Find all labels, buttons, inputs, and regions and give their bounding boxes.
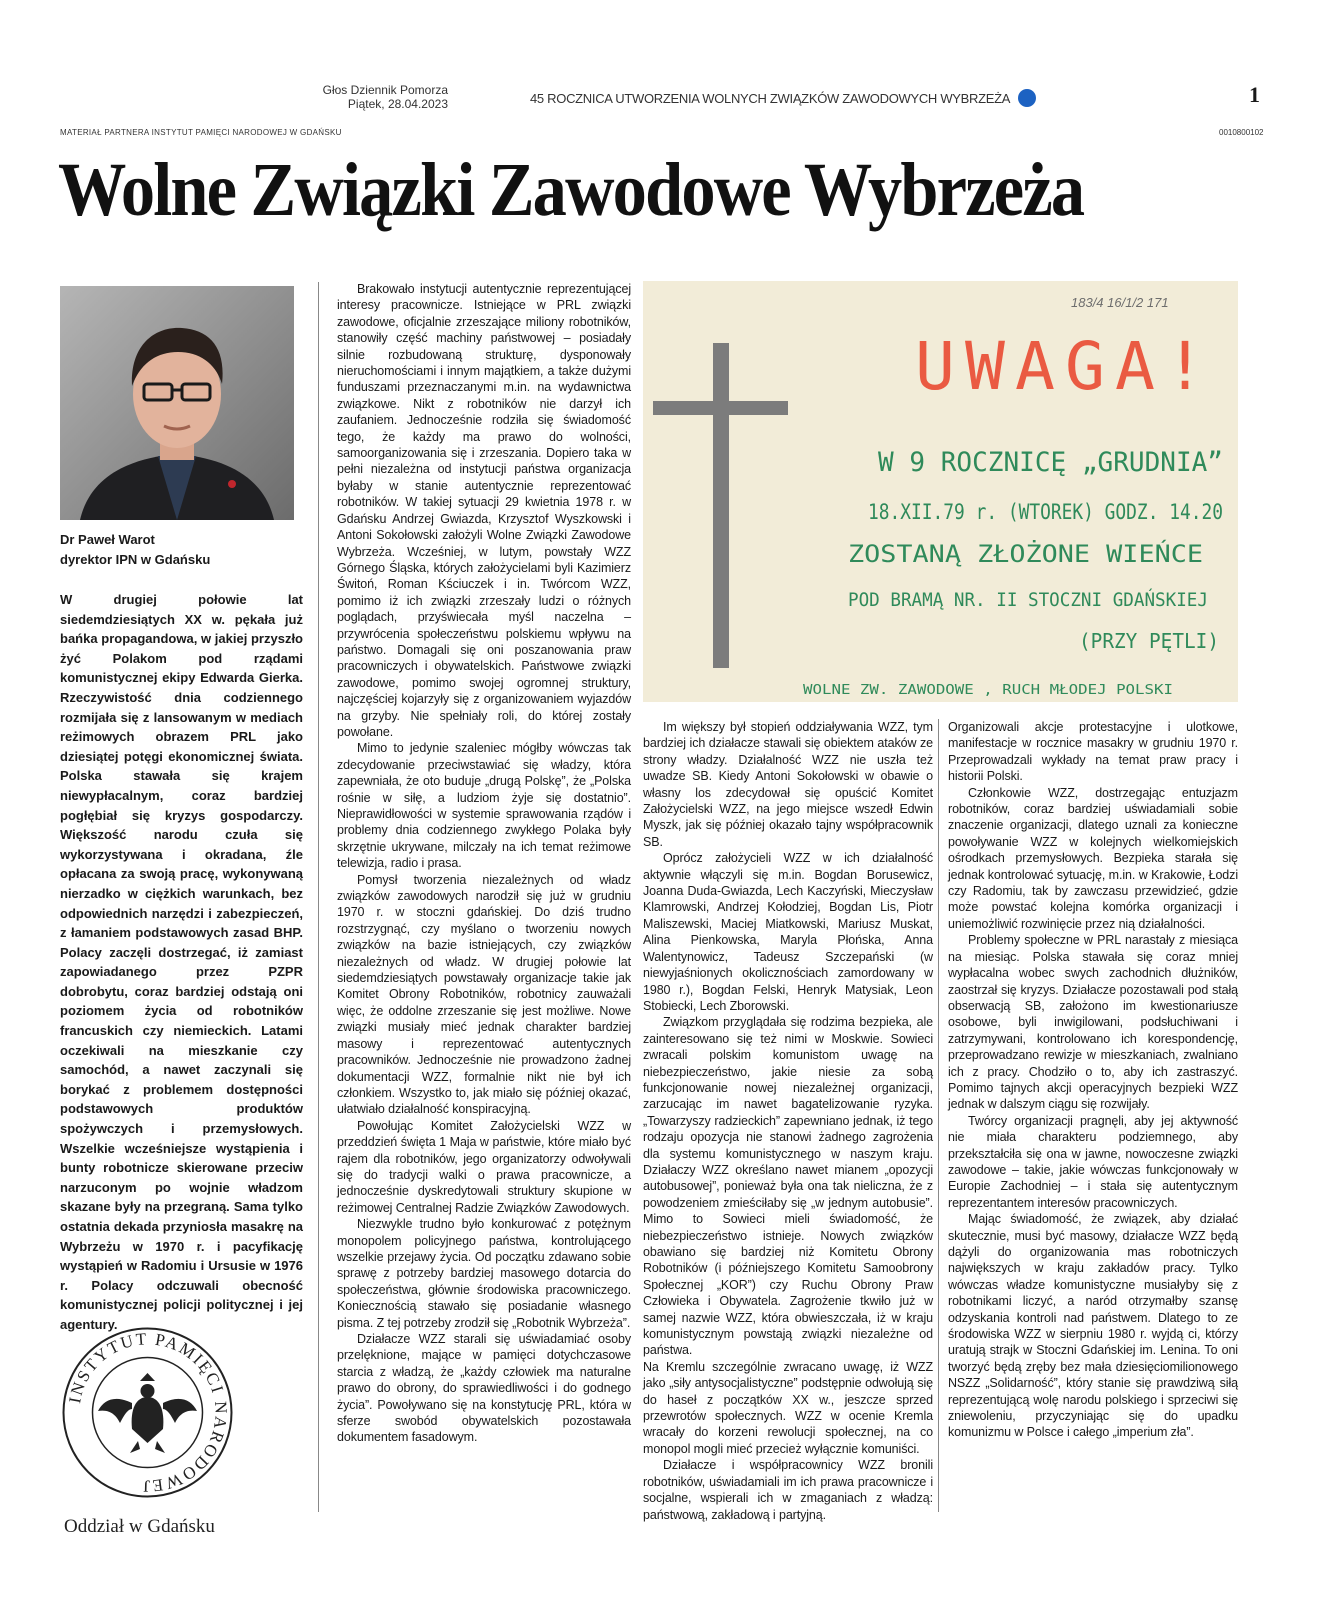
- lead-paragraph: W drugiej połowie lat siedemdziesiątych XX w. pękała już bańka propagandowa, w jakiej przyszło żyć Polakom pod rządami komunistycznej ekipy Edwarda Gierka. Rzeczywistość dnia codziennego rozmijała się z lansowanym w mediach reżimowych obrazem PRL jako dziesiątej potęgi ekonomicznej świata. Polska stawała się krajem niewypłacalnym, coraz bardziej pogłębiał się kryzys gospodarczy. Większość narodu czuła się wykorzystywana i okradana, źle opłacana za swoją pracę, wykonywaną nierzadko w ciężkich warunkach, bez odpowiednich narzędzi i zabezpieczeń, z łamaniem podstawowych zasad BHP. Polacy zaczęli dostrzegać, iż zamiast zapowiadanego przez PZPR dobrobytu, coraz bardziej odstają oni poziomem życia od robotników francuskich czy niemieckich. Latami oczekiwali na mieszkanie czy samochód, a nawet zaczynali się borykać z problemem dostępności podstawowych produktów spożywczych i przemysłowych. Wszelkie wcześniejsze wystąpienia i bunty robotnicze skierowane przeciw narzuconym po wojnie władzom skazane były na przegraną. Sama tylko ostatnia dekada przyniosła masakrę na Wybrzeżu w 1970 r. i pacyfikację wystąpień w Radomiu i Ursusie w 1976 r. Polacy odczuwali obecność komunistycznej policji politycznej i jej agentury.: [60, 592, 303, 1332]
- page-code: 0010800102: [1219, 128, 1264, 137]
- ipn-seal-logo: [60, 1325, 235, 1500]
- author-photo: [60, 286, 294, 520]
- paragraph: Pomysł tworzenia niezależnych od władz związków zawodowych narodził się już w grudniu 1970 r. w stoczni gdańskiej. Do dziś trudno rozstrzygnąć, czy myślano o tworzeniu nowych związków na bazie istniejących, czy związków niezależnych od władz. W drugiej połowie lat siedemdziesiątych powstawały organizacje takie jak Komitet Obrony Robotników, robotnicy zauważali więc, że oddolne zrzeszanie się jest możliwe. Nowe związki musiały mieć jednak charakter bardziej masowy i reprezentować autentycznych pracowników. Jednocześnie nie prowadzono żadnej dokumentacji WZZ, formalnie nikt nie był ich członkiem. Wszystko to, jak miało się później okazać, ułatwiało działalność konspiracyjną.: [337, 872, 631, 1117]
- leaflet-signature: WOLNE ZW. ZAWODOWE , RUCH MŁODEJ POLSKI: [803, 683, 1173, 698]
- issue-date: Piątek, 28.04.2023: [347, 97, 448, 111]
- paragraph: Na Kremlu szczególnie zwracano uwagę, iż WZZ jako „siły antysocjalistyczne” podstępnie odwołują się do haseł z początków XX w., jeszcze sprzed przewrotów społecznych. WZZ w ocenie Kremla wracały do korzeni rewolucji społecznej, na co monopol mogli mieć przecież wyłącznie komuniści.: [643, 1359, 933, 1456]
- paper-name: Głos Dziennik Pomorza: [322, 83, 448, 97]
- paragraph: Niezwykle trudno było konkurować z potężnym monopolem policyjnego państwa, kontrolującego wszelkie przejawy życia. Od początku zdawano sobie sprawę z potrzeby bardziej masowego dotarcia do społeczeństwa, głównie środowiska pracowniczego. Koniecznością stawało się posiadanie własnego pisma. Z tej potrzeby zrodził się „Robotnik Wybrzeża”.: [337, 1217, 631, 1330]
- column-divider: [938, 719, 939, 1512]
- page-number: 1: [1249, 82, 1260, 107]
- section-header: [530, 89, 1036, 107]
- partner-note: MATERIAŁ PARTNERA INSTYTUT PAMIĘCI NARODOWEJ W GDAŃSKU: [60, 128, 342, 137]
- author-name: Dr Paweł Warot: [60, 532, 155, 547]
- paragraph: Mimo to jedynie szaleniec mógłby wówczas tak zdecydowanie przeciwstawiać się władzy, która zapewniała, że oto buduje „drugą Polskę”, że „Polska rośnie w siłę, a ludziom żyje się dostatnio”. Nieprawidłowości w systemie sprawowania rządów i problemy dnia codziennego zwykłego Polaka były skrzętnie ukrywane, milczały na ich temat reżimowe telewizja, radio i prasa.: [337, 741, 631, 871]
- column-divider: [318, 282, 319, 1512]
- leaflet-line: ZOSTANĄ ZŁOŻONE WIEŃCE: [848, 540, 1166, 568]
- section-title: 45 ROCZNICA UTWORZENIA WOLNYCH ZWIĄZKÓW ZAWODOWYCH WYBRZEŻA: [530, 90, 1011, 106]
- article-column-4: [948, 719, 1238, 1441]
- paragraph: Twórcy organizacji pragnęli, aby jej aktywność nie miała charakteru podziemnego, aby przekształciła się ona w jawne, nowoczesne związki zawodowe – takie, jakie wówczas funkcjonowały w Europie Zachodniej – i stała się autentycznym reprezentantem interesów pracowniczych.: [948, 1113, 1238, 1210]
- paragraph: Członkowie WZZ, dostrzegając entuzjazm robotników, coraz bardziej uświadamiali sobie znaczenie organizacji, dlatego uznali za konieczne powoływanie WZZ w kolejnych wielkomiejskich ośrodkach przemysłowych. Bezpieka starała się jednak kontrolować sytuację, m.in. w Krakowie, Łodzi czy Radomiu, tak by zawczasu przewidzieć, gdzie może powstać kolejna komórka organizacji i uniemożliwić rozwinięcie przez nią działalności.: [948, 785, 1238, 931]
- seal-text: INSTYTUT PAMIĘCI NARODOWEJ: [65, 1329, 231, 1496]
- paragraph: Im większy był stopień oddziaływania WZZ, tym bardziej ich działacze stawali się obiektem ataków ze strony władzy. Działalność WZZ nie uszła też uwadze SB. Kiedy Antoni Sokołowski w obawie o własny los zdecydował się opuścić Komitet Założycielski WZZ, na jego miejsce wszedł Edwin Myszk, jak się później okazało tajny współpracownik SB.: [643, 720, 933, 849]
- paragraph: Problemy społeczne w PRL narastały z miesiąca na miesiąc. Polska stawała się coraz mniej wypłacalna wobec swych zachodnich dłużników, zaostrzał się kryzys. Działacze pozostawali pod stałą obserwacją SB, założono im kwestionariusze osobowe, byli inwigilowani, podsłuchiwani i zatrzymywani, kontrolowano ich korespondencję, przeprowadzano rewizje w mieszkaniach, zwalniano ich z pracy. Chodziło o to, aby ich zastraszyć. Pomimo tajnych akcji operacyjnych bezpieki WZZ jednak w dalszym ciągu się rozwijały.: [948, 933, 1238, 1112]
- paragraph: Powołując Komitet Założycielski WZZ w przeddzień święta 1 Maja w państwie, które miało być rajem dla robotników, jego organizatorzy odwoływali się do tradycji walki o prawa pracownicze, a jednocześnie dyskredytowali struktury skupione w reżimowej Centralnej Radzie Związków Zawodowych.: [337, 1118, 631, 1215]
- paragraph: Oprócz założycieli WZZ w ich działalność aktywnie włączyli się m.in. Bogdan Borusewicz, Joanna Duda-Gwiazda, Lech Kaczyński, Mieczysław Klamrowski, Andrzej Kołodziej, Bogdan Lis, Piotr Maliszewski, Maciej Miatkowski, Mariusz Muskat, Alina Pienkowska, Maryla Płońska, Anna Walentynowicz, Tadeusz Szczepański (w niewyjaśnionych okolicznościach zamordowany w 1980 r.), Bogdan Felski, Henryk Matysiak, Leon Stobiecki, Lech Zborowski.: [643, 851, 933, 1013]
- paragraph: Działacze WZZ starali się uświadamiać osoby przelęknione, mające w pamięci dotychczasowe starcia z władzą, że „każdy człowiek ma naturalne prawo do obrony, do sprawiedliwości i do godnego życia”. Powoływano się na konstytucję PRL, która w sferze swobód obywatelskich pozostawała dokumentem fasadowym.: [337, 1332, 631, 1445]
- article-column-3: [643, 719, 933, 1523]
- historical-leaflet-image: [643, 281, 1238, 702]
- leaflet-title: UWAGA!: [915, 328, 1215, 405]
- article-column-2: [337, 281, 631, 1446]
- paragraph: Brakowało instytucji autentycznie reprezentującej interesy pracownicze. Istniejące w PRL związki zawodowe, oficjalnie zrzeszające miliony robotników, stanowiły część machiny państwowej – posiadały silnie rozbudowaną strukturę, dysponowały nieruchomościami i innym majątkiem, a także dużymi funduszami przeznaczanymi m.in. na wydawnictwa związkowe. Nikt z robotników nie darzył ich zaufaniem. Jednocześnie rodziła się świadomość tego, że każdy ma prawo do wolności, samoorganizowania się i zrzeszania. Dopiero taka w pełni niezależna od instytucji państwa organizacja byłaby w stanie autentycznie reprezentować robotników. W takiej sytuacji 29 kwietnia 1978 r. w Gdańsku Andrzej Gwiazda, Krzysztof Wyszkowski i Antoni Sokołowski założyli Wolne Związki Zawodowe Wybrzeża. Wcześniej, w lutym, powstały WZZ Górnego Śląska, których założycielami byli Kazimierz Świtoń, Roman Kściuczek i in. Twórcom WZZ, pomimo iż ich związki zrzeszały ludzi o różnych poglądach, przyświecała myśl naczelna – przywrócenia społeczeństwu polskiemu wpływu na państwo. Domagali się oni poszanowania praw pracowniczych i obywatelskich. Państwowe związki zawodowe, pomimo swojej ogromnej struktury, najczęściej kojarzyły się z organizowaniem wyjazdów na grzyby. Nie spełniały roli, do której zostały powołane.: [337, 282, 631, 739]
- paragraph: Działacze i współpracownicy WZZ bronili robotników, uświadamiali im ich prawa pracownicze i socjalne, wspierali ich w zmaganiach z władzą: państwową, zakładową i partyjną.: [643, 1458, 933, 1522]
- ipn-branch-name: Oddział w Gdańsku: [64, 1516, 215, 1537]
- blue-dot-icon: [1018, 89, 1036, 107]
- leaflet-line: 18.XII.79 r. (WTOREK) GODZ. 14.20: [868, 500, 1223, 524]
- leaflet-line: (PRZY PĘTLI): [1079, 629, 1219, 653]
- paragraph: Organizowali akcje protestacyjne i ulotkowe, manifestacje w rocznice masakry w grudniu 1970 r. Przeprowadzali wykłady na temat praw pracy i historii Polski.: [948, 720, 1238, 784]
- headline: Wolne Związki Zawodowe Wybrzeża: [58, 148, 1084, 232]
- leaflet-line: W 9 ROCZNICĘ „GRUDNIA”: [878, 447, 1223, 478]
- paragraph: Mając świadomość, że związek, aby działać skutecznie, musi być masowy, działacze WZZ będą dążyli do organizowania mas robotniczych największych w kraju zakładów pracy. Tylko wówczas władze komunistyczne musiałyby się z robotnikami liczyć, a naród otrzymałby szansę odzyskania kontroli nad państwem. Dlatego to ze środowiska WZZ w sierpniu 1980 r. wyjdą ci, którzy uratują strajk w Stoczni Gdańskiej im. Lenina. To oni tworzyć będą zręby bez mała dziesięciomilionowego NSZZ „Solidarność”, który stanie się prawdziwą siłą reprezentującą wolę narodu polskiego i sprzeciwi się zniewoleniu, przyczyniając się do upadku komunizmu w Polsce i całego „imperium zła”.: [948, 1212, 1238, 1440]
- author-role: dyrektor IPN w Gdańsku: [60, 552, 211, 567]
- masthead-paper-info: [290, 83, 448, 111]
- leaflet-line: POD BRAMĄ NR. II STOCZNI GDAŃSKIEJ: [848, 589, 1237, 611]
- paragraph: Związkom przyglądała się rodzima bezpieka, ale zainteresowano się też nimi w Moskwie. Sowieci zwracali polskim komunistom uwagę na niebezpieczeństwo, jakie niesie za sobą funkcjonowanie nowej niezależnej organizacji, zarzucając im nawet bagatelizowanie ryzyka. „Towarzyszy radzieckich” zapewniano jednak, iż tego rodzaju opozycja nie stanowi żadnego zagrożenia dla systemu komunistycznego w naszym kraju. Działaczy WZZ określano nawet mianem „opozycji autobusowej”, ponieważ była ona tak nieliczna, że z powodzeniem zmieściłaby się „w jednym autobusie”. Mimo to Sowieci mieli świadomość, że niebezpieczeństwo istnieje. Nowych związków obawiano się bardziej niż Komitetu Obrony Robotników (i późniejszego Komitetu Samoobrony Społecznej „KOR”) czy Ruchu Obrony Praw Człowieka i Obywatela. Zagrożenie tkwiło już w samej nazwie WZZ, która obwieszczała, iż w kraju komunistycznym powstają związki niezależne od państwa.: [643, 1015, 933, 1358]
- author-byline: [60, 530, 210, 570]
- archive-marks: 183/4 16/1/2 171: [1071, 295, 1169, 310]
